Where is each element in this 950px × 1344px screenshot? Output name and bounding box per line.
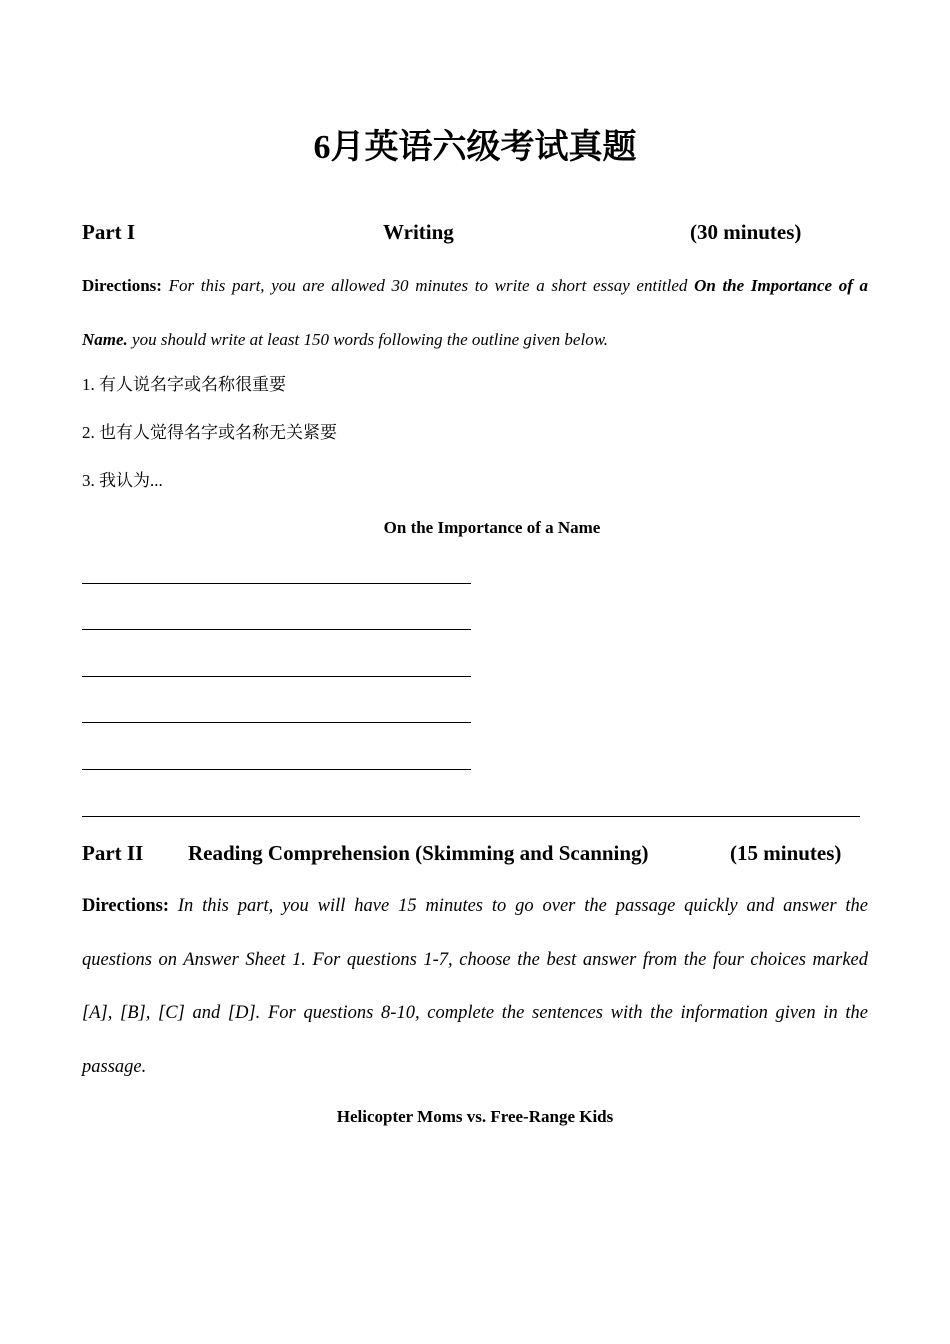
part1-directions	[82, 259, 868, 366]
outline-item-3: 3. 我认为...	[82, 471, 163, 490]
writing-line	[82, 676, 471, 677]
part2-directions	[82, 880, 868, 1094]
part1-directions-text: For this part, you are allowed 30 minutes to write a short essay entitled	[168, 276, 688, 295]
part1-directions-text2: you should write at least 150 words following the outline given below.	[132, 329, 609, 349]
part2-directions-text: In this part, you will have 15 minutes to go over the passage quickly and answer the questions on Answer Sheet 1. For questions 1-7, choose the best answer from the four choices marked [A], [B], [C] and [D]. For questions 8-10, complete the sentences with the information given in the passage.	[82, 896, 869, 1077]
passage-title: Helicopter Moms vs. Free-Range Kids	[336, 1107, 614, 1126]
writing-line	[82, 769, 471, 770]
writing-line	[82, 629, 471, 630]
writing-line	[82, 583, 471, 584]
part2-directions-label: Directions:	[82, 896, 169, 916]
part2-section-title: Reading Comprehension (Skimming and Scanning)	[188, 841, 649, 865]
page-title: 6月英语六级考试真题	[313, 129, 637, 166]
part1-section-title: Writing	[383, 220, 454, 244]
part1-label: Part I	[82, 220, 136, 244]
outline-item-1: 1. 有人说名字或名称很重要	[82, 375, 286, 394]
writing-line	[82, 722, 471, 723]
section-divider	[82, 816, 860, 817]
part2-time: (15 minutes)	[730, 841, 842, 865]
outline-item-2: 2. 也有人觉得名字或名称无关紧要	[82, 423, 337, 442]
part1-essay-topic: On the Importance of a Name.	[82, 276, 869, 349]
essay-title: On the Importance of a Name	[383, 518, 601, 537]
part1-time: (30 minutes)	[690, 220, 802, 244]
part1-directions-label: Directions:	[82, 276, 162, 295]
part2-label: Part II	[82, 841, 144, 865]
